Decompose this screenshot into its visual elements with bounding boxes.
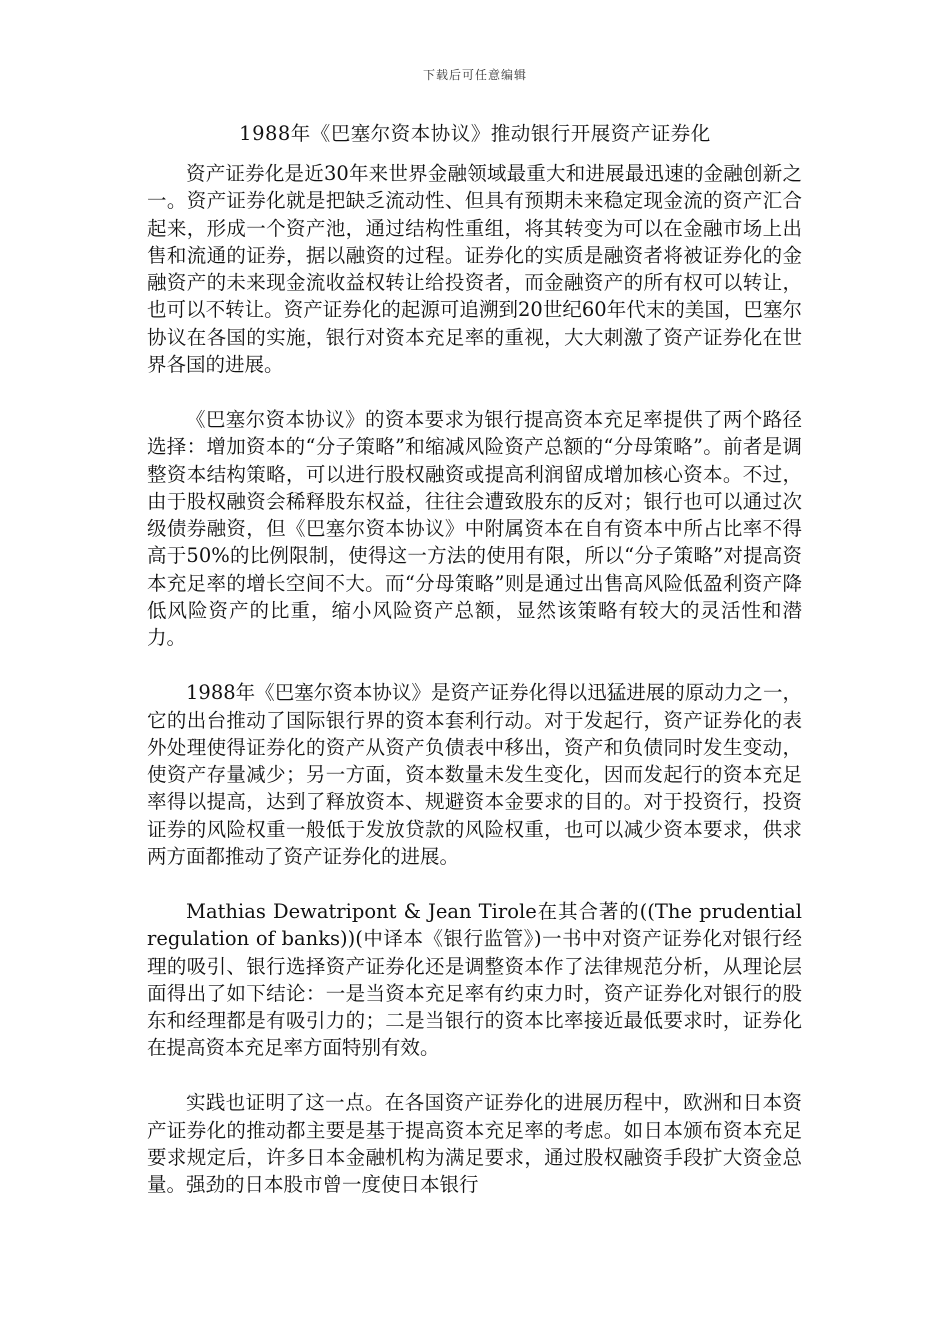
document-body xyxy=(147,160,802,1198)
paragraph-2: 《巴塞尔资本协议》的资本要求为银行提高资本充足率提供了两个路径选择：增加资本的“分子策略”和缩减风险资产总额的“分母策略”。前者是调整资本结构策略，可以进行股权融资或提高利润留成增加核心资本。不过，由于股权融资会稀释股东权益，往往会遭致股东的反对；银行也可以通过次级债券融资，但《巴塞尔资本协议》中附属资本在自有资本中所占比率不得高于50%的比例限制，使得这一方法的使用有限，所以“分子策略”对提高资本充足率的增长空间不大。而“分母策略”则是通过出售高风险低盈利资产降低风险资产的比重，缩小风险资产总额，显然该策略有较大的灵活性和潜力。 xyxy=(147,407,802,650)
header-note: 下载后可任意编辑 xyxy=(422,68,527,82)
paragraph-1: 资产证券化是近30年来世界金融领域最重大和进展最迅速的金融创新之一。资产证券化就是把缺乏流动性、但具有预期未来稳定现金流的资产汇合起来，形成一个资产池，通过结构性重组，将其转变为可以在金融市场上出售和流通的证券，据以融资的过程。证券化的实质是融资者将被证券化的金融资产的未来现金流收益权转让给投资者，而金融资产的所有权可以转让，也可以不转让。资产证券化的起源可追溯到20世纪60年代末的美国，巴塞尔协议在各国的实施，银行对资本充足率的重视，大大刺激了资产证券化在世界各国的进展。 xyxy=(147,162,802,377)
paragraph-4: Mathias Dewatripont & Jean Tirole在其合著的((The prudential regulation of banks))(中译本《银行监管》)一书中对资产证券化对银行经理的吸引、银行选择资产证券化还是调整资本作了法律规范分析，从理论层面得出了如下结论：一是当资本充足率有约束力时，资产证券化对银行的股东和经理都是有吸引力的；二是当银行的资本比率接近最低要求时，证券化在提高资本充足率方面特别有效。 xyxy=(147,899,802,1060)
document-title: 1988年《巴塞尔资本协议》推动银行开展资产证券化 xyxy=(239,122,711,145)
paragraph-5: 实践也证明了这一点。在各国资产证券化的进展历程中，欧洲和日本资产证券化的推动都主要是基于提高资本充足率的考虑。如日本颁布资本充足要求规定后，许多日本金融机构为满足要求，通过股权融资手段扩大资金总量。强劲的日本股市曾一度使日本银行 xyxy=(147,1091,802,1197)
paragraph-3: 1988年《巴塞尔资本协议》是资产证券化得以迅猛进展的原动力之一，它的出台推动了国际银行界的资本套利行动。对于发起行，资产证券化的表外处理使得证券化的资产从资产负债表中移出，资产和负债同时发生变动，使资产存量减少；另一方面，资本数量未发生变化，因而发起行的资本充足率得以提高，达到了释放资本、规避资本金要求的目的。对于投资行，投资证券的风险权重一般低于发放贷款的风险权重，也可以减少资本要求，供求两方面都推动了资产证券化的进展。 xyxy=(147,681,802,869)
